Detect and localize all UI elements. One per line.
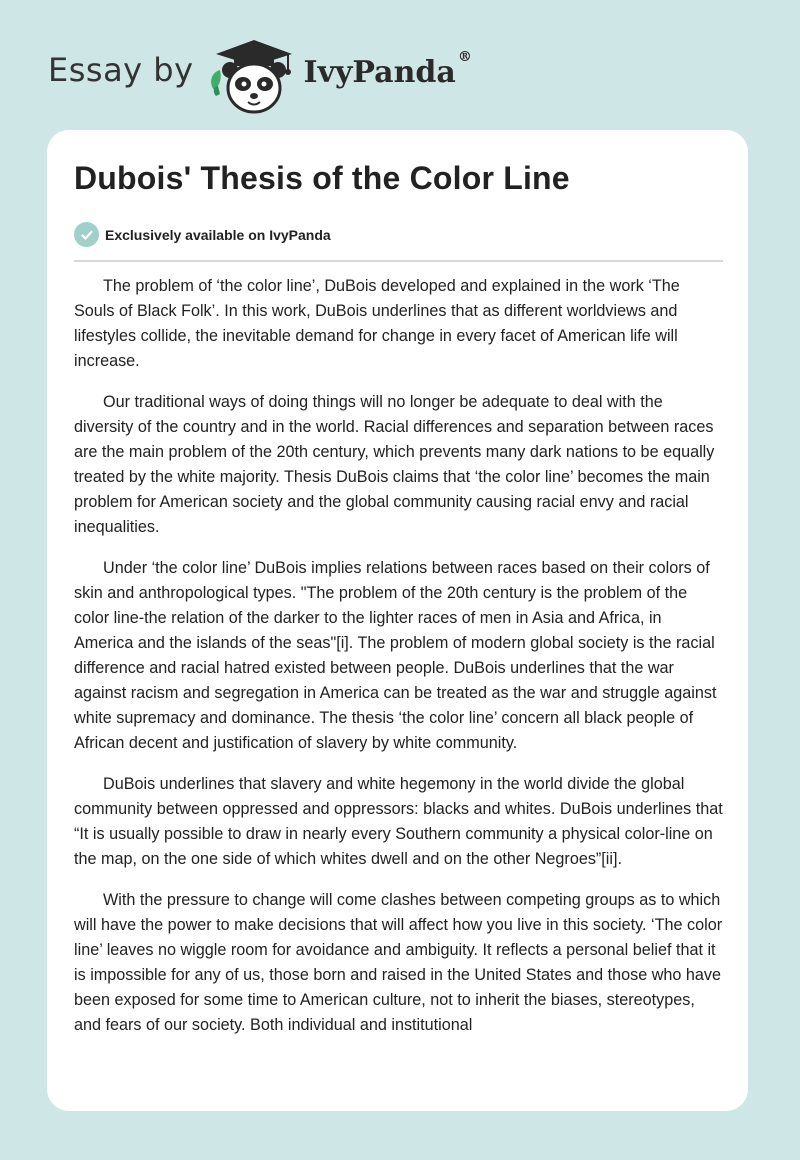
essay-card <box>47 130 748 1111</box>
paragraph: With the pressure to change will come clashes between competing groups as to which will have the power to make decisions that will affect how you live in this society. ‘The color line’ leaves no wiggle room for avoidance and ambiguity. It reflects a personal belief that it is impossible for any of us, those born and raised in the United States and those who have been exposed for some time to American culture, not to inherit the biases, stereotypes, and fears of our society. Both individual and institutional <box>74 891 723 1034</box>
essay-by-label: Essay by <box>48 51 194 89</box>
registered-mark: ® <box>457 48 472 65</box>
paragraph: DuBois underlines that slavery and white hegemony in the world divide the global community between oppressed and oppressors: blacks and whites. DuBois underlines that “It is usually possible to draw in nearly every Southern community a physical color-line on the map, on the one side of which whites dwell and on the other Negroes”[ii]. <box>74 775 723 868</box>
paragraph: Our traditional ways of doing things will no longer be adequate to deal with the diversity of the country and in the world. Racial differences and separation between races are the main problem of the 20th century, which prevents many dark nations to be equally treated by the white majority. Thesis DuBois claims that ‘the color line’ becomes the main problem for American society and the global community causing racial envy and racial inequalities. <box>74 393 715 536</box>
page-title: Dubois' Thesis of the Color Line <box>74 160 570 196</box>
panda-logo-icon[interactable] <box>206 36 302 116</box>
availability-badge <box>74 222 331 247</box>
essay-body <box>74 274 724 1054</box>
title-divider <box>74 260 723 262</box>
site-header <box>48 34 472 114</box>
brand-name[interactable]: IvyPanda ® <box>303 48 472 90</box>
availability-label: Exclusively available on IvyPanda <box>105 226 331 243</box>
check-circle-icon <box>74 222 99 247</box>
paragraph: Under ‘the color line’ DuBois implies relations between races based on their colors of skin and anthropological types. "The problem of the 20th century is the problem of the color line-the relation of the darker to the lighter races of men in Asia and Africa, in America and the islands of the seas"[i]. The problem of modern global society is the racial difference and racial hatred existed between people. DuBois underlines that the war against racism and segregation in America can be treated as the war and struggle against white supremacy and dominance. The thesis ‘the color line’ concern all black people of African decent and justification of slavery by white community. <box>74 559 717 752</box>
paragraph: The problem of ‘the color line’, DuBois developed and explained in the work ‘The Souls of Black Folk’. In this work, DuBois underlines that as different worldviews and lifestyles collide, the inevitable demand for change in every facet of American life will increase. <box>74 277 680 370</box>
